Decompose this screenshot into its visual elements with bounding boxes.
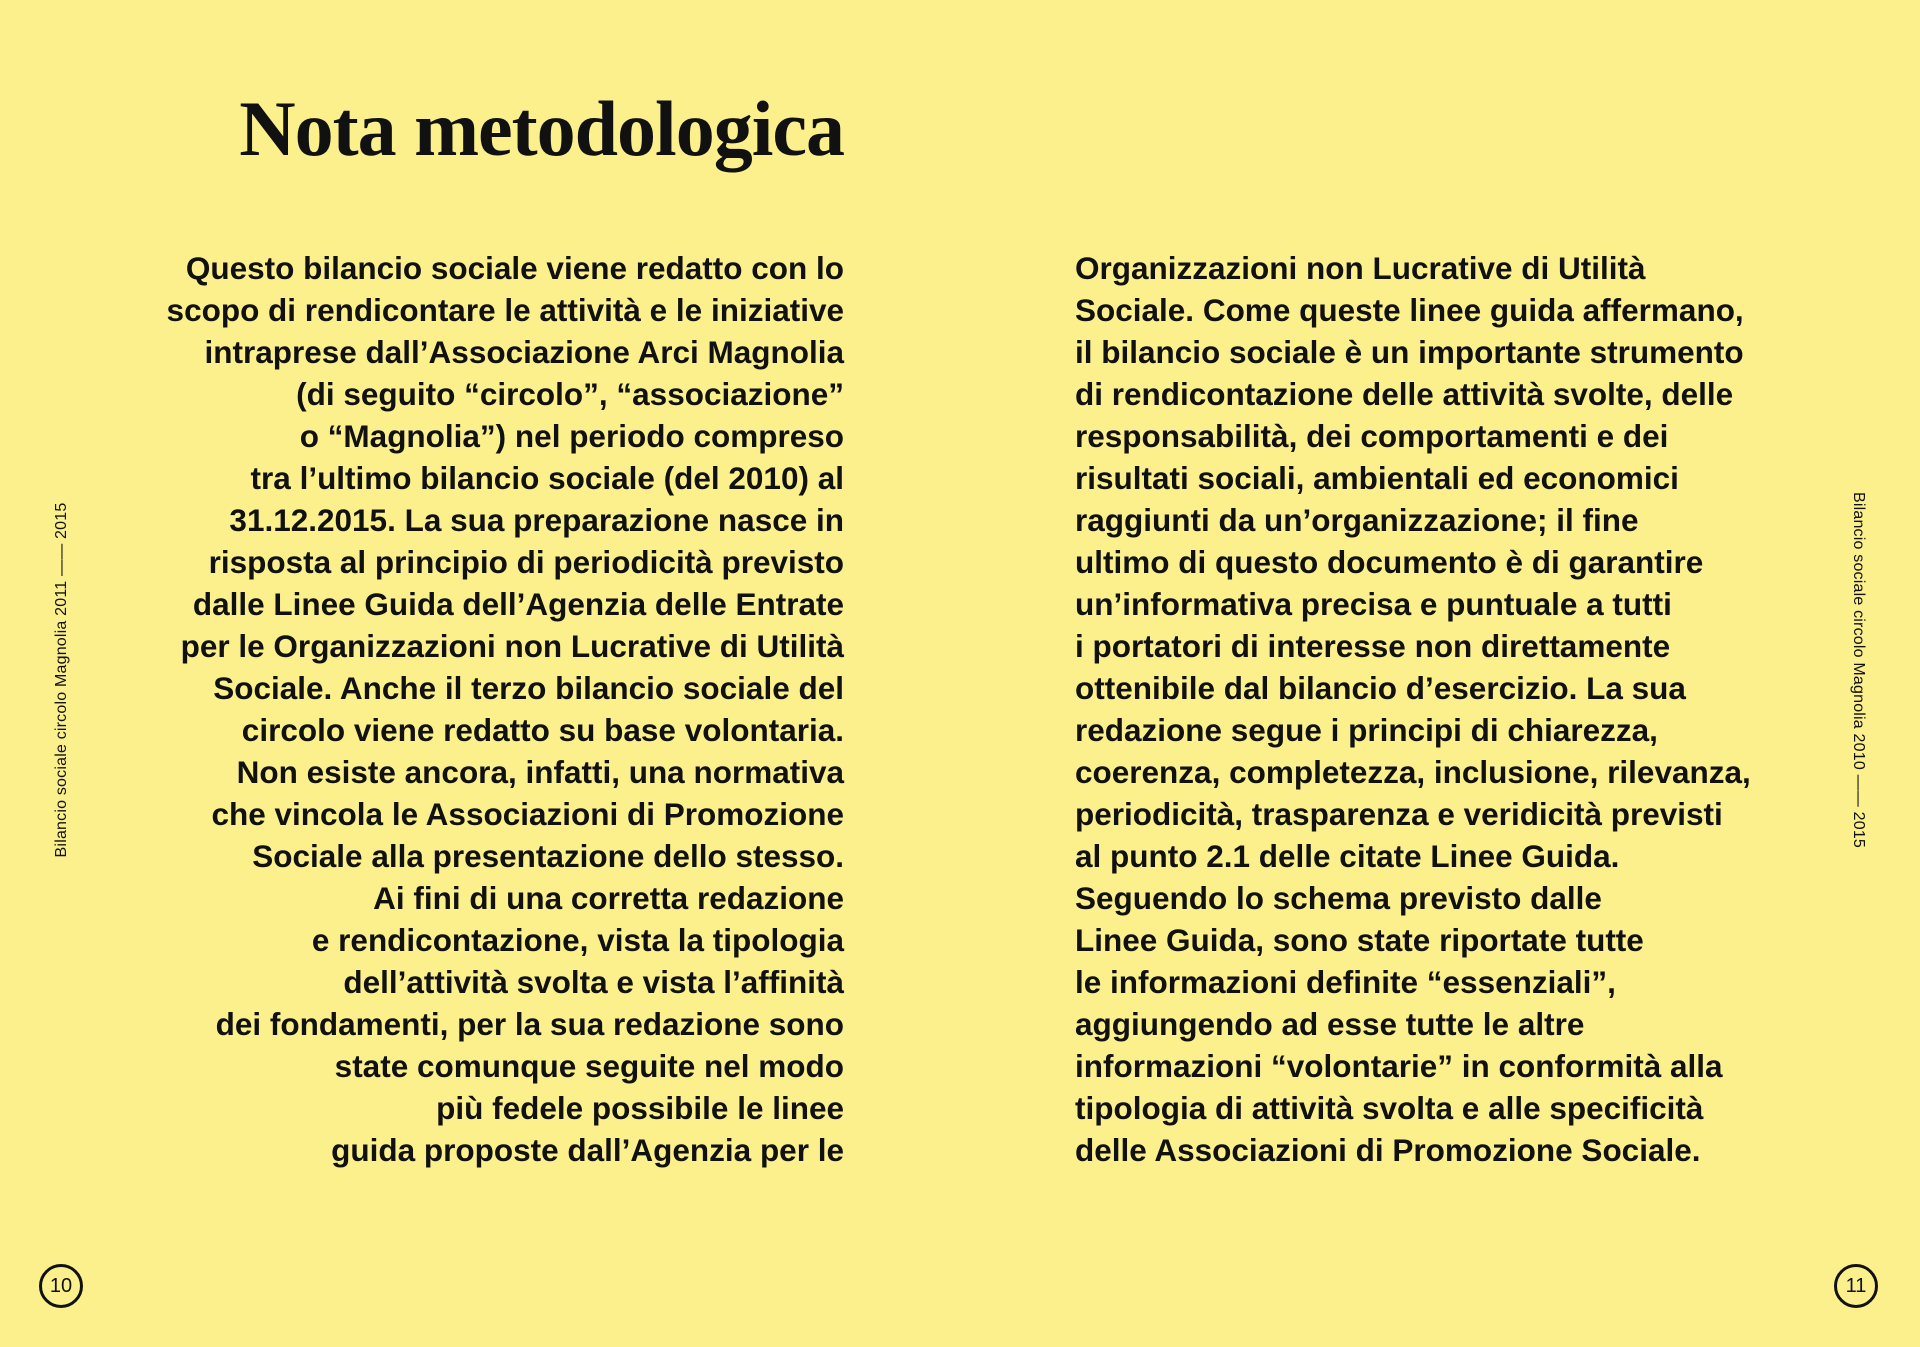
text-line: che vincola le Associazioni di Promozione <box>211 796 844 832</box>
text-line: un’informativa precisa e puntuale a tutti <box>1075 586 1672 622</box>
text-line: informazioni “volontarie” in conformità alla <box>1075 1048 1723 1084</box>
text-line: e rendicontazione, vista la tipologia <box>311 922 844 958</box>
text-line: 31.12.2015. La sua preparazione nasce in <box>229 502 844 538</box>
text-line: tipologia di attività svolta e alle specificità <box>1075 1090 1704 1126</box>
text-line: Ai fini di una corretta redazione <box>373 880 844 916</box>
text-line: dalle Linee Guida dell’Agenzia delle Entrate <box>192 586 844 622</box>
text-line: dell’attività svolta e vista l’affinità <box>343 964 844 1000</box>
right-page-number <box>1834 1264 1878 1308</box>
text-line: ottenibile dal bilancio d’esercizio. La sua <box>1075 670 1686 706</box>
text-line: redazione segue i principi di chiarezza, <box>1075 712 1658 748</box>
page-title: Nota metodologica <box>239 85 844 172</box>
text-line: circolo viene redatto su base volontaria. <box>241 712 844 748</box>
text-line: responsabilità, dei comportamenti e dei <box>1075 418 1669 454</box>
text-line: più fedele possibile le linee <box>436 1090 844 1126</box>
text-line: per le Organizzazioni non Lucrative di Utilità <box>180 628 844 664</box>
text-line: i portatori di interesse non direttamente <box>1075 628 1671 664</box>
right-text-column <box>1075 247 1835 1171</box>
text-line: di rendicontazione delle attività svolte, delle <box>1075 376 1734 412</box>
text-line: intraprese dall’Associazione Arci Magnolia <box>204 334 844 370</box>
text-line: Non esiste ancora, infatti, una normativa <box>236 754 844 790</box>
text-line: o “Magnolia”) nel periodo compreso <box>299 418 844 454</box>
text-line: risposta al principio di periodicità previsto <box>208 544 844 580</box>
text-line: Linee Guida, sono state riportate tutte <box>1075 922 1644 958</box>
text-line: periodicità, trasparenza e veridicità previsti <box>1075 796 1723 832</box>
left-page-number-text: 10 <box>49 1275 73 1297</box>
left-running-header: Bilancio sociale circolo Magnolia 2011 —— 2015 <box>53 502 70 858</box>
right-running-header: Bilancio sociale circolo Magnolia 2010 —— 2015 <box>1850 491 1867 849</box>
text-line: Sociale alla presentazione dello stesso. <box>252 838 844 874</box>
text-line: scopo di rendicontare le attività e le iniziative <box>166 292 844 328</box>
text-line: (di seguito “circolo”, “associazione” <box>296 376 844 412</box>
text-line: state comunque seguite nel modo <box>334 1048 844 1084</box>
text-line: delle Associazioni di Promozione Sociale. <box>1075 1132 1701 1168</box>
text-line: Sociale. Anche il terzo bilancio sociale del <box>213 670 844 706</box>
text-line: coerenza, completezza, inclusione, rilevanza, <box>1075 754 1751 790</box>
text-line: tra l’ultimo bilancio sociale (del 2010) al <box>250 460 844 496</box>
left-page-number <box>39 1264 83 1308</box>
text-line: Questo bilancio sociale viene redatto con lo <box>185 250 844 286</box>
text-line: risultati sociali, ambientali ed economici <box>1075 460 1679 496</box>
text-line: Organizzazioni non Lucrative di Utilità <box>1075 250 1646 286</box>
text-line: Seguendo lo schema previsto dalle <box>1075 880 1602 916</box>
text-line: ultimo di questo documento è di garantire <box>1075 544 1704 580</box>
text-line: Sociale. Come queste linee guida affermano, <box>1075 292 1744 328</box>
text-line: aggiungendo ad esse tutte le altre <box>1075 1006 1585 1042</box>
text-line: dei fondamenti, per la sua redazione sono <box>215 1006 844 1042</box>
text-line: raggiunti da un’organizzazione; il fine <box>1075 502 1639 538</box>
text-line: il bilancio sociale è un importante strumento <box>1075 334 1744 370</box>
right-page-number-text: 11 <box>1845 1275 1867 1297</box>
left-text-column <box>80 247 844 1171</box>
text-line: guida proposte dall’Agenzia per le <box>331 1132 844 1168</box>
text-line: le informazioni definite “essenziali”, <box>1075 964 1616 1000</box>
text-line: al punto 2.1 delle citate Linee Guida. <box>1075 838 1620 874</box>
